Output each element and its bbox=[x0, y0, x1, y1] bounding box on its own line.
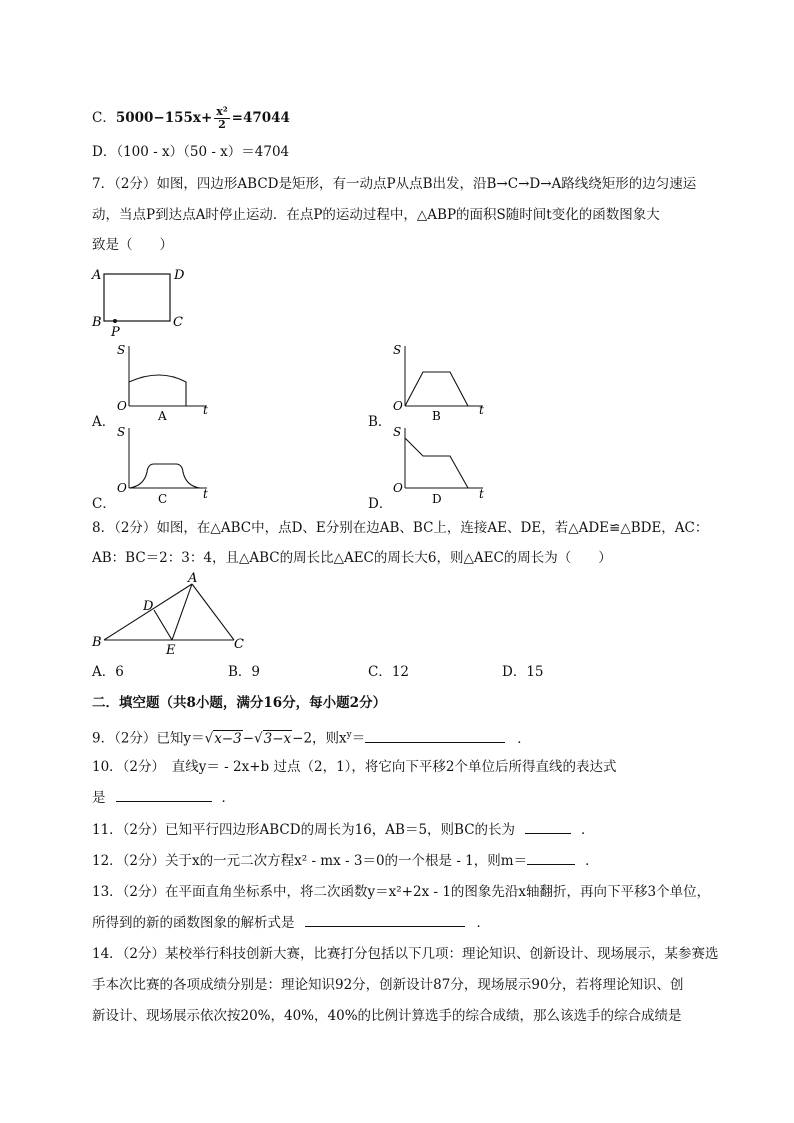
q13-line-2 bbox=[92, 912, 490, 933]
q14-line-3: 新设计、现场展示依次按20%，40%，40%的比例计算选手的综合成绩，那么该选手的综合成绩是 bbox=[92, 1008, 682, 1024]
q11-line bbox=[92, 819, 595, 840]
graph-b bbox=[388, 340, 488, 420]
label-p: P bbox=[111, 325, 120, 340]
q9-line: 9．（2分）已知y＝√x−3−√3−x−2，则$x^y=$ ． bbox=[92, 725, 531, 749]
text-part: ＝ bbox=[351, 730, 366, 747]
label-c: C bbox=[173, 315, 183, 330]
fraction-denominator: 2 bbox=[218, 118, 226, 131]
question-number: 9．（2分） bbox=[92, 730, 157, 747]
graph-d-option: D． bbox=[368, 496, 393, 512]
q14-line-2: 手本次比赛的各项成绩分别是：理论知识92分，创新设计87分，现场展示90分，若将理论知识、创 bbox=[92, 977, 684, 993]
option-letter: C． bbox=[92, 110, 116, 126]
origin-label: O bbox=[117, 481, 127, 495]
curve-d bbox=[405, 438, 468, 488]
text-part: 所得到的新的函数图象的解析式是 bbox=[92, 915, 295, 931]
axis-label-s: S bbox=[393, 343, 402, 357]
answer-blank[interactable] bbox=[525, 819, 571, 834]
fraction-numerator: x² bbox=[216, 105, 228, 118]
question-number: 8．（2分） bbox=[92, 520, 157, 536]
rectangle-figure bbox=[88, 262, 198, 340]
graph-caption: A bbox=[158, 409, 167, 420]
axis-label-s: S bbox=[117, 343, 126, 357]
graph-d bbox=[388, 422, 488, 504]
axis-label-t: t bbox=[203, 403, 208, 417]
text-part: ． bbox=[581, 822, 595, 838]
label-b: B bbox=[92, 315, 102, 330]
q6-option-d: D．（100 - x）（50 - x）＝4704 bbox=[92, 144, 290, 160]
segment-de bbox=[154, 610, 172, 640]
curve-b bbox=[405, 372, 468, 406]
label-b: B bbox=[92, 635, 102, 650]
q8-line-1 bbox=[92, 518, 708, 538]
question-text: 12．（2分）关于x的一元二次方程x² - mx - 3＝0的一个根是 - 1，则m＝ bbox=[92, 853, 528, 869]
q14-line-1: 14．（2分）某校举行科技创新大赛，比赛打分包括以下几项：理论知识、创新设计、现场展示，某参赛选 bbox=[92, 946, 719, 962]
q8-option-b: B．9 bbox=[228, 664, 261, 680]
graph-caption: D bbox=[432, 492, 442, 504]
rectangle-abcd bbox=[104, 274, 170, 321]
graph-c bbox=[112, 422, 212, 504]
q10-line-2 bbox=[92, 787, 235, 808]
origin-label: O bbox=[117, 399, 127, 413]
graph-caption: C bbox=[158, 492, 168, 504]
q8-option-a: A．6 bbox=[92, 664, 124, 680]
label-a: A bbox=[92, 268, 102, 283]
curve-a bbox=[129, 375, 186, 406]
question-number: 7．（2分） bbox=[92, 176, 157, 192]
segment-ae bbox=[172, 584, 192, 640]
text-part: 已知y＝ bbox=[156, 730, 205, 747]
fraction bbox=[214, 106, 229, 131]
graph-caption: B bbox=[432, 409, 441, 420]
q7-line-3: 致是（ ） bbox=[92, 237, 173, 253]
label-a: A bbox=[188, 571, 198, 586]
origin-label: O bbox=[393, 481, 403, 495]
graph-c-option: C． bbox=[92, 496, 116, 512]
answer-blank[interactable] bbox=[116, 787, 212, 802]
text-part: 是 bbox=[92, 790, 106, 806]
radicand-2: 3−x bbox=[263, 730, 292, 747]
point-p-dot bbox=[113, 319, 117, 323]
q12-line bbox=[92, 850, 599, 871]
graph-a-option: A． bbox=[92, 414, 116, 430]
exponent: y bbox=[346, 730, 352, 740]
text-part: ． bbox=[585, 853, 599, 869]
label-d: D bbox=[143, 599, 154, 614]
radicand-1: x−3 bbox=[214, 730, 242, 747]
q8-line-2: AB：BC＝2：3：4，且△ABC的周长比△AEC的周长大6，则△AEC的周长为（ ） bbox=[92, 550, 612, 566]
q8-option-c: C．12 bbox=[368, 664, 410, 680]
q6-option-c bbox=[92, 106, 290, 131]
q8-option-d: D．15 bbox=[502, 664, 544, 680]
graph-b-option: B． bbox=[368, 414, 392, 430]
q7-line-2: 动，当点P到达点A时停止运动．在点P的运动过程中，△ABP的面积S随时间t变化的函数图象大 bbox=[92, 207, 660, 223]
text-part: ． bbox=[517, 730, 531, 747]
answer-blank[interactable] bbox=[305, 912, 465, 927]
triangle-figure bbox=[88, 570, 248, 656]
origin-label: O bbox=[393, 399, 403, 413]
section-heading: 二．填空题（共8小题，满分16分，每小题2分） bbox=[92, 695, 387, 711]
question-text: 11．（2分）已知平行四边形ABCD的周长为16，AB＝5，则BC的长为 bbox=[92, 822, 516, 838]
axis-label-t: t bbox=[203, 487, 208, 501]
question-text: 如图，四边形ABCD是矩形，有一动点P从点B出发，沿B→C→D→A路线绕矩形的边匀速运 bbox=[156, 176, 697, 192]
question-text: 如图，在△ABC中，点D、E分别在边AB、BC上，连接AE、DE，若△ADE≌△BDE，AC： bbox=[156, 520, 709, 536]
text-part: ． bbox=[221, 790, 235, 806]
formula-part: 5000−155x+ bbox=[115, 110, 213, 126]
label-e: E bbox=[166, 643, 176, 656]
q10-line-1: 10．（2分） 直线y＝ - 2x+b 过点（2，1），将它向下平移2个单位后所得直线的表达式 bbox=[92, 759, 617, 775]
label-d: D bbox=[174, 268, 185, 283]
label-c: C bbox=[234, 637, 244, 652]
curve-c bbox=[129, 464, 200, 488]
axis-label-s: S bbox=[393, 425, 402, 439]
text-part: −2，则x bbox=[292, 730, 347, 747]
text-part: ． bbox=[476, 915, 490, 931]
side-ac bbox=[192, 584, 234, 640]
axis-label-t: t bbox=[479, 403, 484, 417]
axis-label-t: t bbox=[479, 487, 484, 501]
answer-blank[interactable] bbox=[365, 728, 505, 743]
q13-line-1: 13．（2分）在平面直角坐标系中，将二次函数y＝x²+2x - 1的图象先沿x轴翻折，再向下平移3个单位， bbox=[92, 884, 711, 900]
answer-blank[interactable] bbox=[527, 850, 575, 865]
graph-a bbox=[112, 340, 212, 420]
formula-part: =47044 bbox=[231, 110, 290, 126]
q7-line-1 bbox=[92, 174, 696, 194]
axis-label-s: S bbox=[117, 425, 126, 439]
text-part: − bbox=[242, 730, 255, 747]
